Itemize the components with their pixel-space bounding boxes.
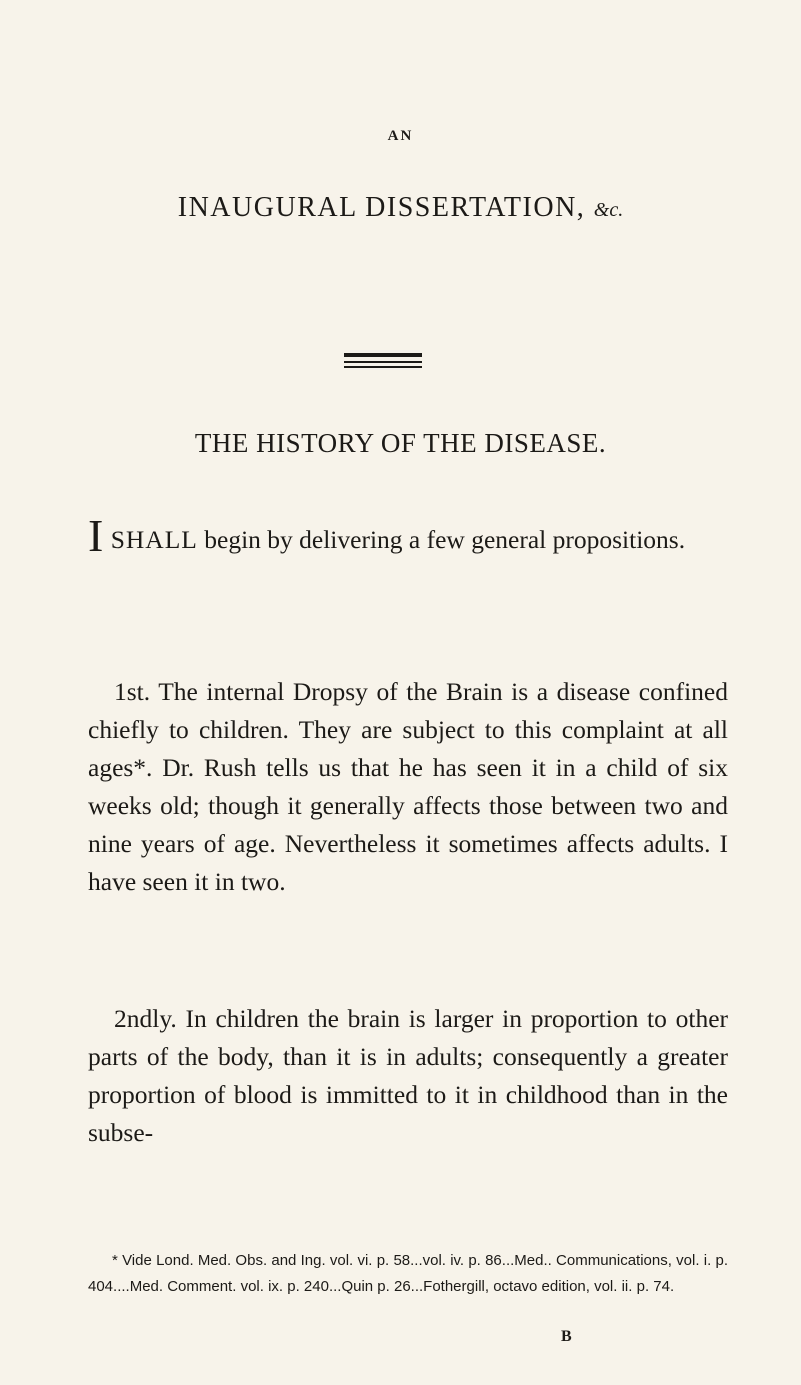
- intro-text: begin by delivering a few general propositions.: [197, 525, 686, 554]
- ornamental-rule-thick: [344, 353, 422, 357]
- title-text: INAUGURAL DISSERTATION,: [177, 192, 586, 223]
- paragraph-first-proposition: 1st. The internal Dropsy of the Brain is a disease confined chiefly to children. They are subject to this complaint at all ages*. Dr. Rush tells us that he has seen it in a child of six weeks old; though it generally affects those between two and nine years of age. Nevertheless it sometimes affects adults. I have seen it in two.: [88, 677, 728, 896]
- footnote: * Vide Lond. Med. Obs. and Ing. vol. vi. p. 58...vol. iv. p. 86...Med.. Communications, vol. i. p. 404....Med. Comment. vol. ix. p. 240...Quin p. 26...Fothergill, octavo edition, vol. ii. p. 74.: [88, 1252, 728, 1295]
- signature-mark: B: [561, 1328, 572, 1345]
- page-title: [0, 192, 801, 224]
- drop-cap: I: [88, 510, 104, 561]
- title-etc: &c.: [593, 199, 624, 221]
- section-heading: THE HISTORY OF THE DISEASE.: [194, 428, 607, 458]
- ornamental-rule-thin-lower: [344, 366, 422, 368]
- ornamental-rule-thin: [344, 361, 422, 363]
- opening-smallcaps: SHALL: [103, 525, 198, 554]
- paragraph-intro: [88, 510, 728, 561]
- header-an: AN: [387, 128, 414, 144]
- paragraph-second-proposition: 2ndly. In children the brain is larger in proportion to other parts of the body, than it is in adults; consequently a greater proportion of blood is immitted to it in childhood than in the subse-: [88, 1004, 728, 1147]
